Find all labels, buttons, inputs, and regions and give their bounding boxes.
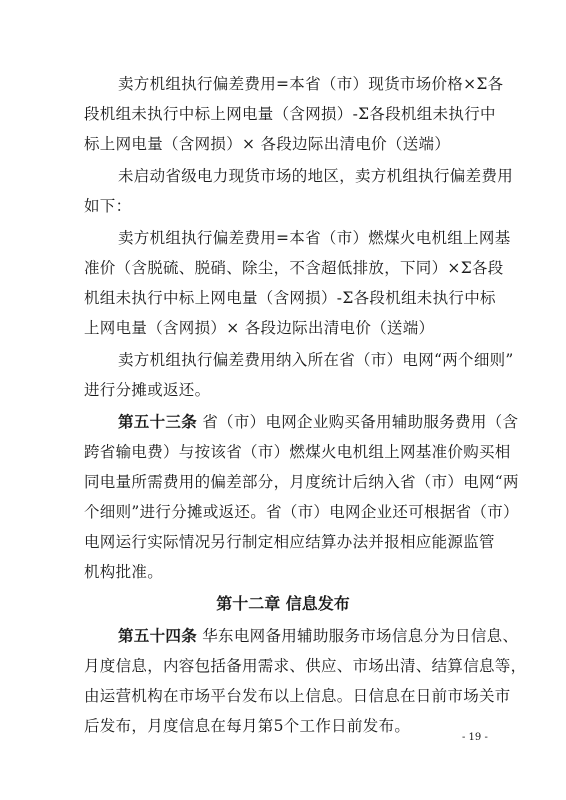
- article-53-label: 第五十三条: [118, 412, 198, 431]
- text-line: 准价（含脱硫、脱硝、除尘，不含超低排放，下同）×Σ各段: [84, 259, 504, 277]
- text-line: 上网电量（含网损）× 各段边际出清电价（送端）: [84, 319, 435, 337]
- text-line: 未启动省级电力现货市场的地区，卖方机组执行偏差费用: [118, 167, 514, 185]
- text-line: 同电量所需费用的偏差部分，月度统计后纳入省（市）电网“两: [84, 473, 519, 491]
- page-number: - 19 -: [462, 732, 488, 743]
- text-line: 卖方机组执行偏差费用=本省（市）燃煤火电机组上网基: [118, 229, 511, 247]
- text-line: 卖方机组执行偏差费用=本省（市）现货市场价格×Σ各: [118, 75, 504, 93]
- text-line: 卖方机组执行偏差费用纳入所在省（市）电网“两个细则”: [118, 351, 514, 369]
- text-line: 如下：: [84, 197, 132, 215]
- text-line: 机构批准。: [84, 563, 164, 581]
- article-54-label: 第五十四条: [118, 626, 198, 645]
- article-54-first-line: [118, 626, 518, 646]
- text-line: 省（市）电网企业购买备用辅助服务费用（含: [202, 413, 519, 431]
- text-line: 个细则”进行分摊或返还。省（市）电网企业还可根据省（市）: [84, 503, 519, 521]
- article-53-first-line: [118, 412, 518, 432]
- chapter-heading: 第十二章 信息发布: [216, 594, 350, 613]
- text-line: 月度信息，内容包括备用需求、供应、市场出清、结算信息等，: [84, 657, 527, 675]
- text-line: 后发布，月度信息在每月第5个工作日前发布。: [84, 717, 411, 735]
- text-line: 进行分摊或返还。: [84, 381, 211, 399]
- text-line: 标上网电量（含网损）× 各段边际出清电价（送端）: [84, 135, 451, 153]
- text-line: 华东电网备用辅助服务市场信息分为日信息、: [202, 627, 519, 645]
- text-line: 由运营机构在市场平台发布以上信息。日信息在日前市场关市: [84, 687, 511, 705]
- text-line: 跨省输电费）与按该省（市）燃煤火电机组上网基准价购买相: [84, 443, 511, 461]
- text-line: 机组未执行中标上网电量（含网损）-Σ各段机组未执行中标: [84, 289, 496, 307]
- text-line: 段机组未执行中标上网电量（含网损）-Σ各段机组未执行中: [84, 105, 496, 123]
- text-line: 电网运行实际情况另行制定相应结算办法并报相应能源监管: [84, 533, 495, 551]
